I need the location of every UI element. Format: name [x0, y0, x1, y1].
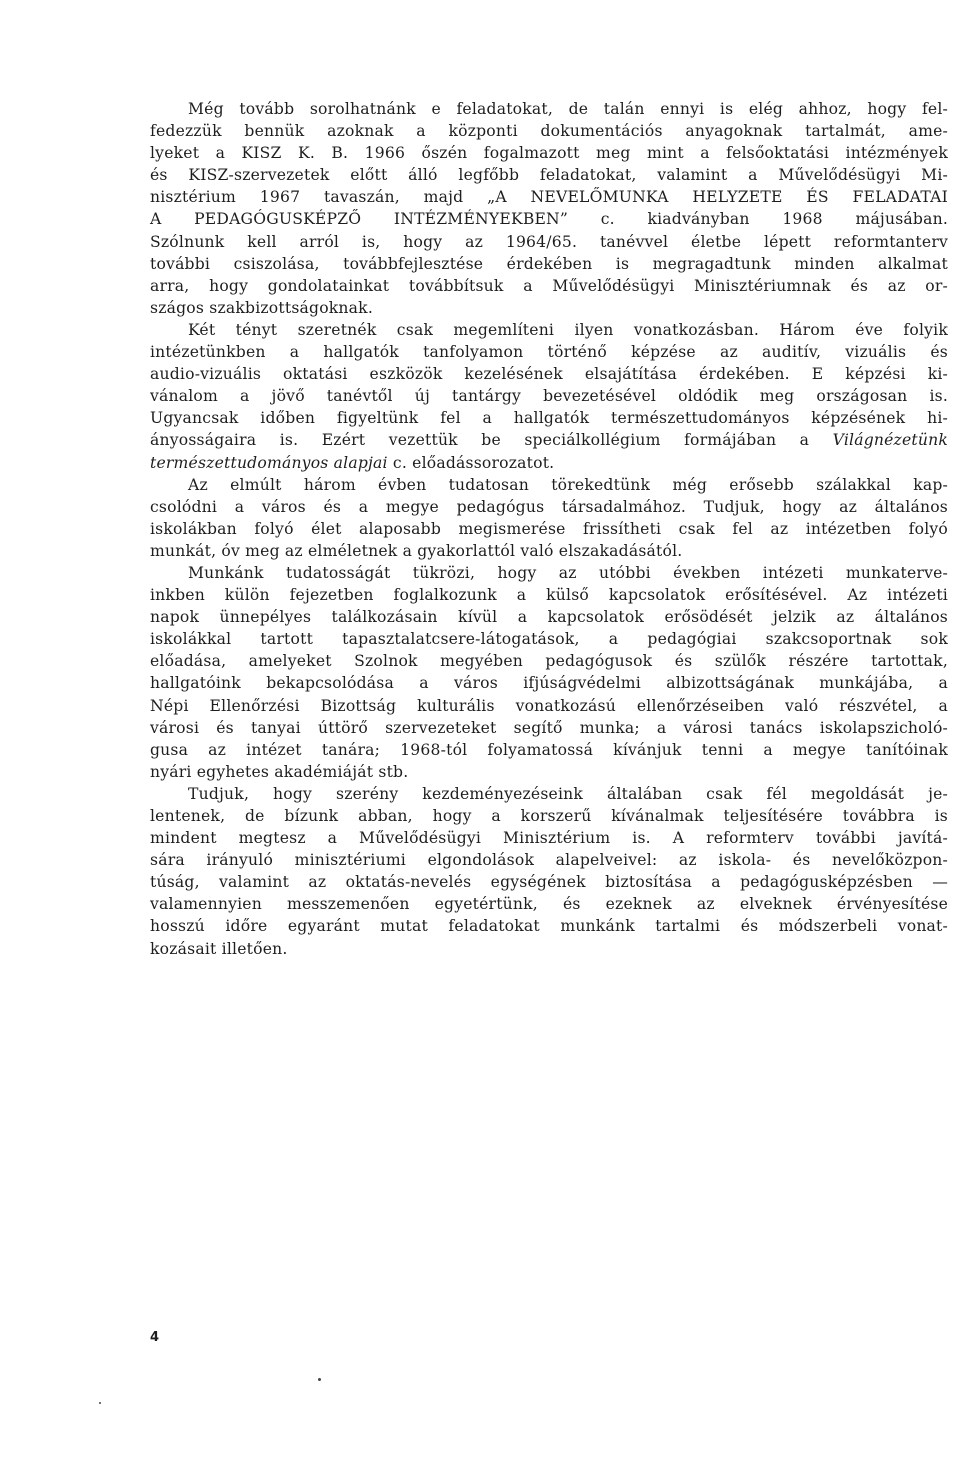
- text-line: vánalom a jövő tanévtől új tantárgy bevezetésével oldódik meg országosan is.: [150, 387, 948, 406]
- text-line: túság, valamint az oktatás-nevelés egységének biztosítása a pedagógusképzésben —: [150, 873, 948, 892]
- italic-title: Világnézetünk: [832, 431, 948, 450]
- text-line: napok ünnepélyes találkozásain kívül a kapcsolatok erősödését jelzik az általános: [150, 608, 948, 627]
- text-line: Ugyancsak időben figyeltünk fel a hallgatók természettudományos képzésének hi-: [150, 409, 948, 428]
- text-line: Még tovább sorolhatnánk e feladatokat, de talán ennyi is elég ahhoz, hogy fel-: [188, 100, 948, 118]
- text-line: lyeket a KISZ K. B. 1966 őszén fogalmazott meg mint a felsőoktatási intézmények: [150, 144, 948, 163]
- text-line: és KISZ-szervezetek előtt álló legfőbb feladatokat, valamint a Művelődésügyi Mi-: [150, 166, 948, 185]
- text-line: intézetünkben a hallgatók tanfolyamon történő képzése az auditív, vizuális és: [150, 343, 948, 362]
- text-line-with-italic: természettudományos alapjai c. előadássorozatot.: [150, 453, 555, 472]
- text-line: előadása, amelyeket Szolnok megyében pedagógusok és szülők részére tartottak,: [150, 652, 948, 671]
- text-line: kozásait illetően.: [150, 939, 288, 958]
- text-line: A PEDAGÓGUSKÉPZŐ INTÉZMÉNYEKBEN” c. kiadványban 1968 májusában.: [150, 210, 948, 229]
- text-line: valamennyien messzemenően egyetértünk, és ezeknek az elveknek érvényesítése: [150, 895, 948, 914]
- text-line: fedezzük bennük azoknak a központi dokumentációs anyagoknak tartalmát, ame-: [150, 122, 948, 141]
- text-line: Az elmúlt három évben tudatosan törekedtünk még erősebb szálakkal kap-: [188, 475, 948, 494]
- text-line: inkben külön fejezetben foglalkozunk a külső kapcsolatok erősítésével. Az intézeti: [150, 586, 948, 605]
- text-line: szágos szakbizottságoknak.: [150, 298, 373, 317]
- text-line: csolódni a város és a megye pedagógus társadalmához. Tudjuk, hogy az általános: [150, 497, 948, 516]
- text-line: Népi Ellenőrzési Bizottság kulturális vonatkozású ellenőrzéseiben való részvétel, a: [150, 696, 948, 715]
- text-line: mindent megtesz a Művelődésügyi Minisztérium is. A reformterv további javítá-: [150, 829, 948, 848]
- text-line: gusa az intézet tanára; 1968-tól folyamatossá kívánjuk tenni a megye tanítóinak: [150, 740, 948, 759]
- text-line: Tudjuk, hogy szerény kezdeményezéseink általában csak fél megoldását je-: [188, 784, 948, 803]
- italic-title: természettudományos alapjai: [150, 453, 388, 472]
- text-line: Két tényt szeretnék csak megemlíteni ilyen vonatkozásban. Három éve folyik: [188, 320, 948, 339]
- body-text: [150, 98, 948, 960]
- text-line: Munkánk tudatosságát tükrözi, hogy az utóbbi években intézeti munkaterve-: [188, 563, 948, 582]
- text-line: városi és tanyai úttörő szervezeteket segítő munka; a városi tanács iskolapszicholó-: [150, 718, 948, 737]
- text-line: munkát, óv meg az elméletnek a gyakorlattól való elszakadásától.: [150, 541, 683, 560]
- text-line-with-italic: ányosságaira is. Ezért vezettük be speciálkollégium formájában a Világnézetünk: [150, 431, 948, 450]
- text-line: hosszú időre egyaránt mutat feladatokat munkánk tartalmi és módszerbeli vonat-: [150, 917, 948, 936]
- text-line: sára irányuló minisztériumi elgondolások alapelveivel: az iskola- és nevelőközpon-: [150, 851, 948, 870]
- text-line: további csiszolása, továbbfejlesztése érdekében is megragadtunk minden alkalmat: [150, 254, 948, 273]
- text-line: arra, hogy gondolatainkat továbbítsuk a Művelődésügyi Minisztériumnak és az or-: [150, 276, 948, 295]
- page-number: 4: [150, 1330, 160, 1345]
- text-line: iskolákkal tartott tapasztalatcsere-látogatások, a pedagógiai szakcsoportnak sok: [150, 630, 948, 649]
- text-line: audio-vizuális oktatási eszközök kezelésének elsajátítása érdekében. E képzési ki-: [150, 365, 948, 384]
- text-line: nisztérium 1967 tavaszán, majd „A NEVELŐMUNKA HELYZETE ÉS FELADATAI: [150, 188, 948, 207]
- text-line: lentenek, de bízunk abban, hogy a korszerű kívánalmak teljesítésére továbbra is: [150, 807, 948, 825]
- text-line: nyári egyhetes akadémiáját stb.: [150, 762, 409, 781]
- text-line: hallgatóink bekapcsolódása a város ifjúságvédelmi albizottságának munkájába, a: [150, 674, 948, 693]
- scan-speck: [99, 1402, 101, 1404]
- text-line: iskolákban folyó élet alaposabb megismerése frissítheti csak fel az intézetben folyó: [150, 519, 948, 538]
- scan-speck: [318, 1378, 321, 1381]
- text-line: Szólnunk kell arról is, hogy az 1964/65. tanévvel életbe lépett reformtanterv: [150, 232, 948, 251]
